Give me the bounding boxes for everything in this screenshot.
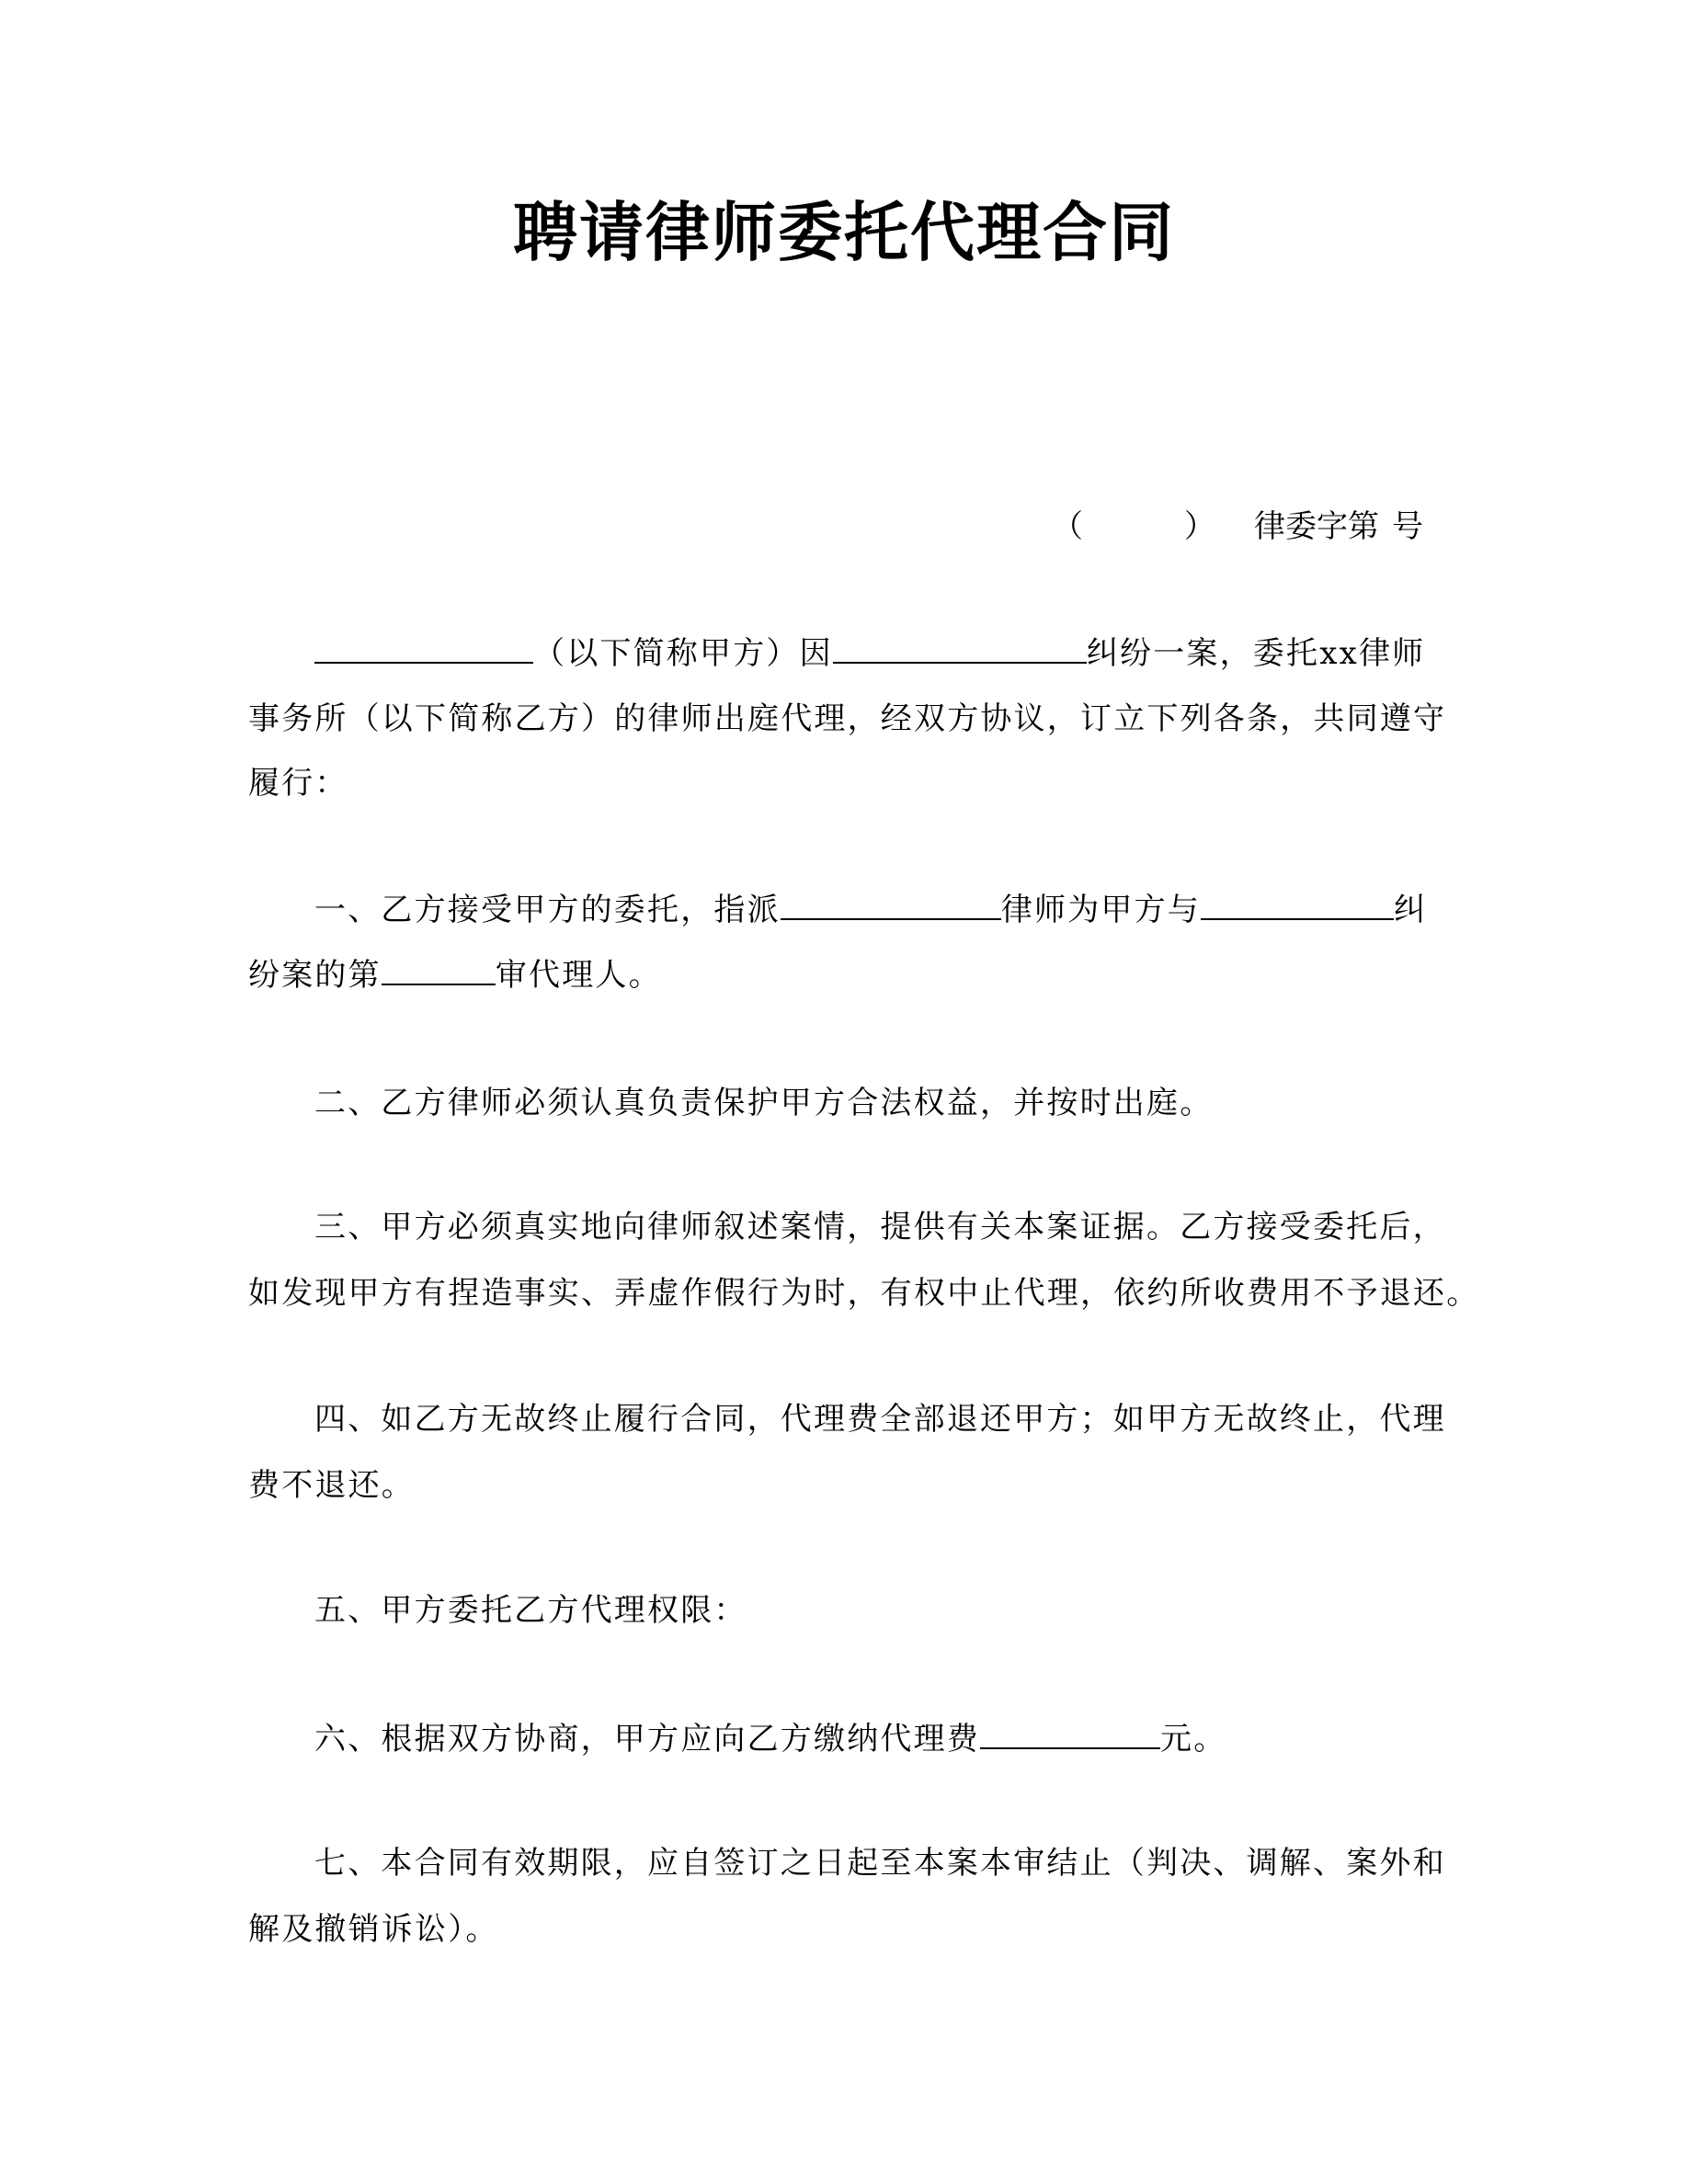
clause-5-line-1: 五、甲方委托乙方代理权限： bbox=[314, 1592, 747, 1629]
clause-4-line-1: 四、如乙方无故终止履行合同，代理费全部退还甲方；如甲方无故终止，代理 bbox=[314, 1401, 1446, 1438]
clause-7-line-2: 解及撤销诉讼）。 bbox=[248, 1911, 499, 1948]
clause-1-line-1 bbox=[314, 884, 1427, 936]
clause-3-line-1: 三、甲方必须真实地向律师叙述案情，提供有关本案证据。乙方接受委托后， bbox=[314, 1209, 1446, 1246]
trial-instance-blank[interactable] bbox=[382, 956, 496, 985]
clause-3-line-2: 如发现甲方有捏造事实、弄虚作假行为时，有权中止代理，依约所收费用不予退还。 bbox=[248, 1275, 1480, 1312]
agency-fee-blank[interactable] bbox=[980, 1720, 1160, 1749]
clause-text: 律师为甲方与 bbox=[1000, 892, 1202, 928]
preamble-line-3: 履行： bbox=[248, 765, 348, 802]
clause-text: 审代理人。 bbox=[495, 957, 662, 994]
reference-label: 律委字第 bbox=[1254, 508, 1379, 545]
clause-text: 纠 bbox=[1394, 892, 1428, 928]
clause-4-line-2: 费不退还。 bbox=[248, 1467, 415, 1504]
reference-number bbox=[1052, 501, 1423, 552]
preamble-line-1 bbox=[314, 628, 1425, 679]
document-title: 聘请律师委托代理合同 bbox=[513, 195, 1175, 270]
preamble-text: 纠纷一案，委托xx律师 bbox=[1086, 635, 1426, 672]
lawyer-name-blank[interactable] bbox=[781, 891, 1001, 920]
reference-suffix: 号 bbox=[1392, 508, 1423, 545]
preamble-text: （以下简称甲方）因 bbox=[533, 635, 833, 672]
clause-text: 六、根据双方协商，甲方应向乙方缴纳代理费 bbox=[314, 1721, 980, 1757]
clause-text: 纷案的第 bbox=[248, 957, 382, 994]
party-a-blank[interactable] bbox=[314, 634, 533, 664]
clause-2-line-1: 二、乙方律师必须认真负责保护甲方合法权益，并按时出庭。 bbox=[314, 1085, 1214, 1121]
preamble-line-2: 事务所（以下简称乙方）的律师出庭代理，经双方协议，订立下列各条，共同遵守 bbox=[248, 700, 1447, 737]
clause-text: 一、乙方接受甲方的委托，指派 bbox=[314, 892, 781, 928]
dispute-blank[interactable] bbox=[833, 634, 1087, 664]
reference-open-paren: （ bbox=[1052, 508, 1083, 545]
clause-6-line-1 bbox=[314, 1713, 1226, 1765]
reference-close-paren: ） bbox=[1184, 508, 1215, 545]
opposing-party-blank[interactable] bbox=[1201, 891, 1394, 920]
clause-7-line-1: 七、本合同有效期限，应自签订之日起至本案本审结止（判决、调解、案外和 bbox=[314, 1845, 1446, 1882]
clause-text: 元。 bbox=[1160, 1721, 1227, 1757]
clause-1-line-2 bbox=[248, 950, 662, 1001]
